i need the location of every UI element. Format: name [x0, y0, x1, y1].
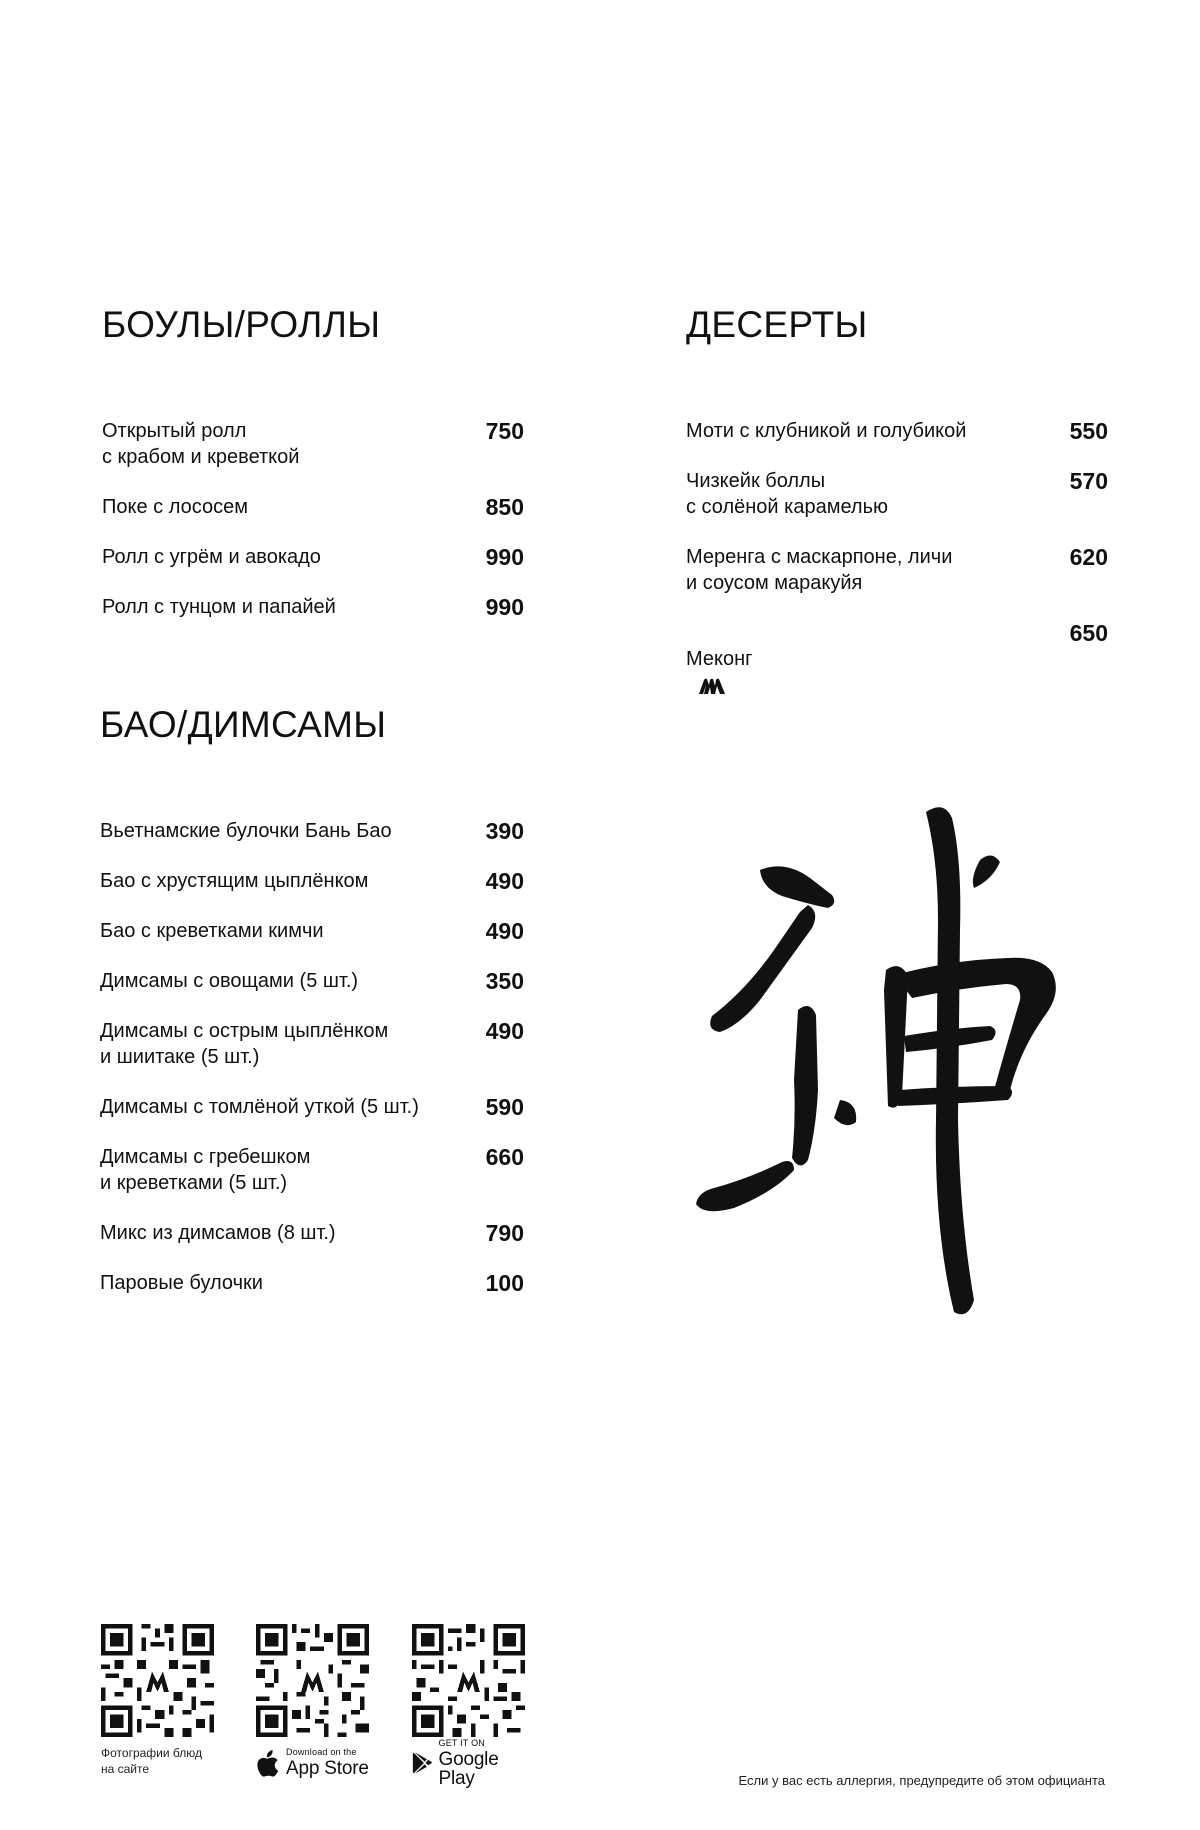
- item-name: Микс из димсамов (8 шт.): [100, 1222, 336, 1244]
- menu-item: [100, 918, 524, 944]
- menu-item: [686, 544, 1108, 596]
- item-price: 990: [485, 594, 524, 620]
- item-price: 590: [485, 1094, 524, 1120]
- item-price: 390: [485, 818, 524, 844]
- item-name: Димсамы с томлёной уткой (5 шт.): [100, 1096, 419, 1118]
- item-name: Вьетнамские булочки Бань Бао: [100, 820, 392, 842]
- item-name-with-icon: [686, 620, 752, 698]
- item-price: 660: [485, 1144, 524, 1170]
- allergy-note: Если у вас есть аллергия, предупредите об этом официанта: [738, 1773, 1105, 1788]
- item-price: 490: [485, 1018, 524, 1044]
- app-store-badge-text: [286, 1748, 369, 1778]
- item-name: Ролл с угрём и авокадо: [102, 546, 321, 568]
- menu-list-desserts: [686, 418, 1108, 722]
- menu-item: [686, 418, 1108, 444]
- item-price: 790: [485, 1220, 524, 1246]
- menu-item: [102, 418, 524, 470]
- menu-item: [100, 1018, 524, 1070]
- item-name: Бао с креветками кимчи: [100, 920, 324, 942]
- item-name: Ролл с тунцом и папайей: [102, 596, 336, 618]
- badge-small-text: GET IT ON: [438, 1737, 485, 1748]
- qr-code-icon[interactable]: [256, 1624, 369, 1737]
- item-name: Бао с хрустящим цыплёнком: [100, 870, 369, 892]
- qr-caption-website: Фотографии блюд на сайте: [101, 1746, 202, 1776]
- item-name: Паровые булочки: [100, 1272, 263, 1294]
- item-name: Димсамы с овощами (5 шт.): [100, 970, 359, 992]
- item-price: 650: [1069, 620, 1108, 646]
- menu-item: [100, 1220, 524, 1246]
- kanji-calligraphy-icon: [690, 800, 1100, 1320]
- brand-logo-icon: [698, 677, 726, 695]
- qr-block-app-store: [256, 1624, 369, 1781]
- qr-block-website: [101, 1624, 214, 1777]
- qr-block-google-play: [412, 1624, 525, 1789]
- menu-item: [100, 1270, 524, 1296]
- section-title-bao: БАО/ДИМСАМЫ: [100, 704, 387, 745]
- apple-icon: [256, 1749, 280, 1777]
- item-name: Чизкейк боллы с солёной карамелью: [686, 470, 889, 518]
- google-play-badge[interactable]: [412, 1737, 525, 1789]
- item-name: Открытый ролл с крабом и креветкой: [102, 420, 300, 468]
- item-name: Димсамы с гребешком и креветками (5 шт.): [100, 1146, 311, 1194]
- menu-list-bao: [100, 818, 524, 1320]
- google-play-icon: [412, 1750, 433, 1776]
- menu-item: [102, 594, 524, 620]
- menu-item: [100, 1144, 524, 1196]
- menu-item: [100, 968, 524, 994]
- item-price: 750: [485, 418, 524, 444]
- section-title-bowls: БОУЛЫ/РОЛЛЫ: [102, 304, 381, 345]
- item-price: 570: [1069, 468, 1108, 494]
- item-price: 490: [485, 918, 524, 944]
- menu-item: [686, 468, 1108, 520]
- item-price: 620: [1069, 544, 1108, 570]
- qr-code-icon[interactable]: [101, 1624, 214, 1737]
- menu-list-bowls: [102, 418, 524, 644]
- badge-big-text: App Store: [286, 1758, 369, 1779]
- qr-code-icon[interactable]: [412, 1624, 525, 1737]
- menu-item: [686, 620, 1108, 698]
- menu-item: [100, 868, 524, 894]
- item-price: 550: [1069, 418, 1108, 444]
- google-play-badge-text: [439, 1739, 526, 1788]
- item-price: 990: [485, 544, 524, 570]
- badge-small-text: Download on the: [286, 1747, 357, 1757]
- item-price: 850: [485, 494, 524, 520]
- menu-item: [100, 1094, 524, 1120]
- item-price: 490: [485, 868, 524, 894]
- menu-item: [102, 544, 524, 570]
- badge-big-text: Google Play: [438, 1748, 499, 1789]
- item-name: Поке с лососем: [102, 496, 248, 518]
- section-title-desserts: ДЕСЕРТЫ: [686, 304, 868, 345]
- item-price: 100: [485, 1270, 524, 1296]
- item-price: 350: [485, 968, 524, 994]
- item-name: Димсамы с острым цыплёнком и шиитаке (5 шт.): [100, 1020, 389, 1068]
- item-name: Моти с клубникой и голубикой: [686, 420, 967, 442]
- item-name: Меренга с маскарпоне, личи и соусом маракуйя: [686, 546, 953, 594]
- menu-item: [100, 818, 524, 844]
- item-name: Меконг: [686, 648, 753, 670]
- menu-item: [102, 494, 524, 520]
- app-store-badge[interactable]: [256, 1745, 369, 1781]
